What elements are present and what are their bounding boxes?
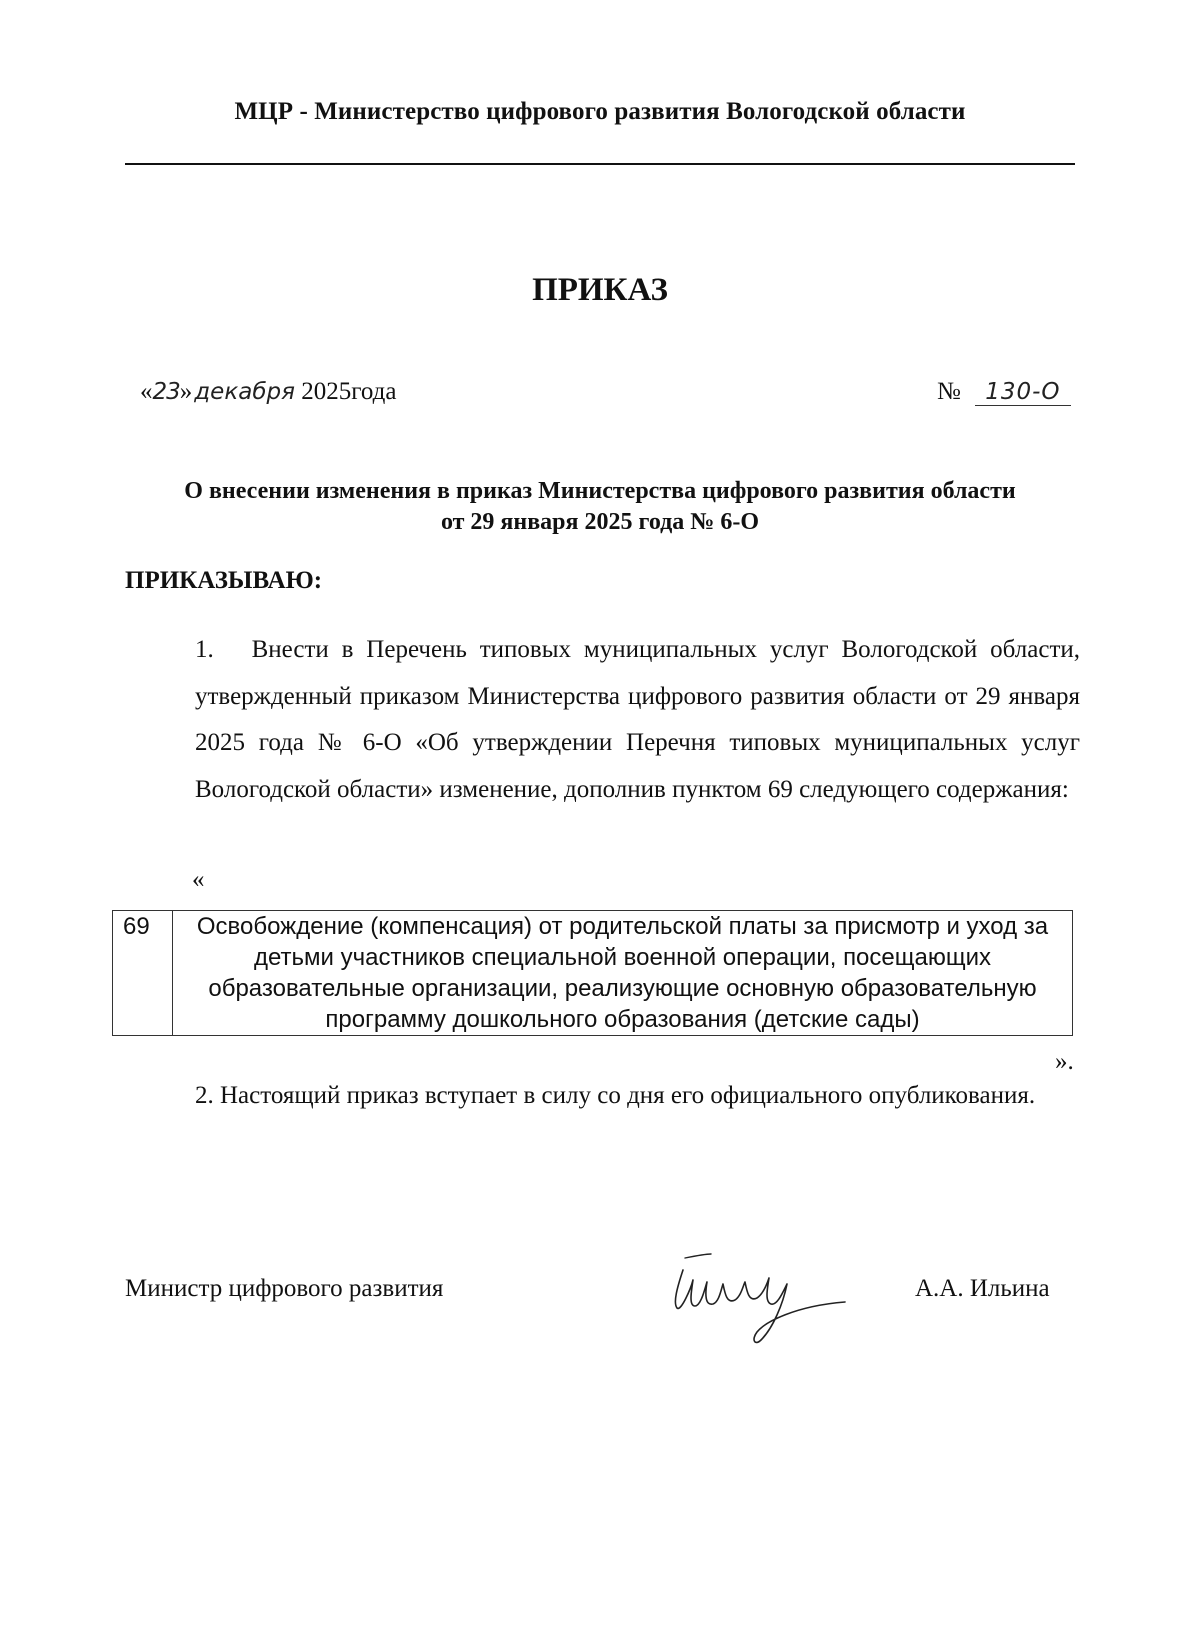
table-row [113, 911, 1073, 1036]
paragraph-2 [125, 1073, 1080, 1120]
document-date [140, 378, 396, 406]
amendment-opening-quote: « [192, 866, 205, 893]
document-number [937, 378, 1071, 406]
number-label: № [937, 378, 961, 405]
date-quote-open: « [140, 378, 153, 405]
order-directive: ПРИКАЗЫВАЮ: [125, 567, 323, 594]
signer-title: Министр цифрового развития [125, 1275, 444, 1302]
date-day-handwritten: 23 [152, 379, 180, 405]
number-value-handwritten: 130-О [975, 379, 1071, 406]
subject-line-2: от 29 января 2025 года № 6-О [440, 509, 760, 535]
amendment-closing-quote: ». [1055, 1048, 1074, 1075]
header-divider [125, 163, 1075, 165]
signer-name: А.А. Ильина [915, 1275, 1050, 1302]
handwritten-signature [665, 1248, 855, 1348]
amendment-item-text: Освобождение (компенсация) от родительской платы за присмотр и уход за детьми участников специальной военной операции, посещающих образовательные организации, реализующие основную образовательную программу дошкольного образования (детские сады) [173, 911, 1073, 1036]
organization-header: МЦР - Министерство цифрового развития Вологодской области [234, 98, 966, 125]
date-year: 2025 [301, 378, 352, 405]
subject-line-1: О внесении изменения в приказ Министерства цифрового развития области [184, 478, 1016, 504]
amendment-item-number: 69 [113, 911, 173, 1036]
document-subject [0, 476, 1200, 538]
date-quote-close: » [179, 378, 193, 405]
paragraph-1-text: 1. Внести в Перечень типовых муниципальных услуг Вологодской области, утвержденный приказом Министерства цифрового развития области от 29 января 2025 года № 6-О «Об утверждении Перечня типовых муниципальных услуг Вологодской области» изменение, дополнив пунктом 69 следующего содержания: [195, 636, 1080, 803]
amendment-table [112, 910, 1073, 1036]
paragraph-2-text: 2. Настоящий приказ вступает в силу со дня его официального опубликования. [195, 1082, 1036, 1109]
date-suffix: года [351, 378, 397, 405]
document-type-title: ПРИКАЗ [532, 272, 668, 308]
date-month-handwritten: декабря [194, 379, 295, 405]
paragraph-1 [125, 627, 1080, 813]
